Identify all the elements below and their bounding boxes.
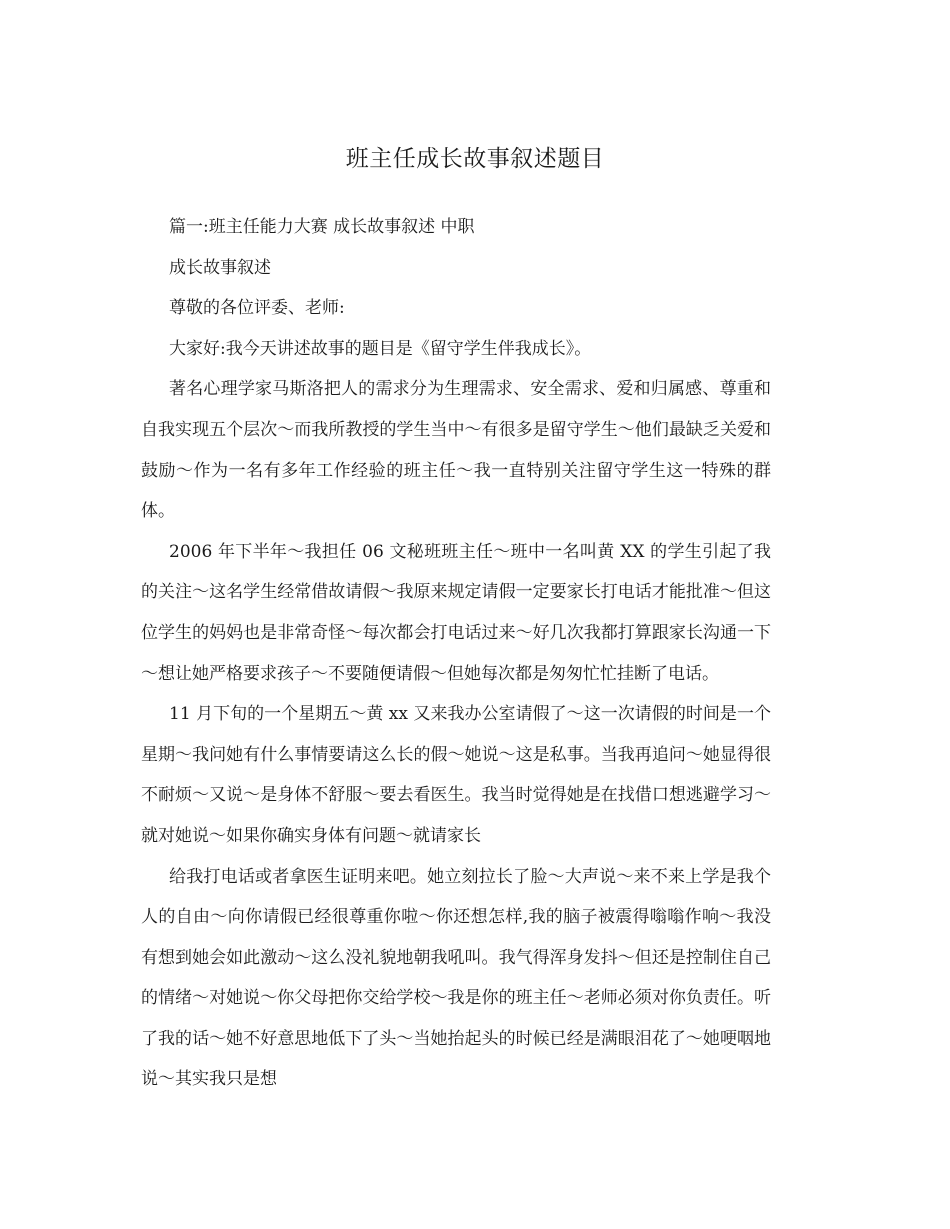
paragraph-heading: 篇一:班主任能力大赛 成长故事叙述 中职 (169, 217, 475, 237)
paragraph-body: 11 月下旬的一个星期五～黄 xx 又来我办公室请假了～这一次请假的时间是一个星期～我问她有什么事情要请这么长的假～她说～这是私事。当我再追问～她显得很不耐烦～又说～是身体不舒服～要去看医生。我当时觉得她是在找借口想逃避学习～就对她说～如果你确实身体有问题～就请家长 (141, 704, 771, 846)
paragraph-salutation: 尊敬的各位评委、老师: (169, 298, 345, 319)
paragraph-body: 2006 年下半年～我担任 06 文秘班班主任～班中一名叫黄 XX 的学生引起了我的关注～这名学生经常借故请假～我原来规定请假一定要家长打电话才能批准～但这位学生的妈妈也是非常奇怪～每次都会打电话过来～好几次我都打算跟家长沟通一下～想让她严格要求孩子～不要随便请假～但她每次都是匆匆忙忙挂断了电话。 (141, 541, 771, 684)
document-title: 班主任成长故事叙述题目 (345, 146, 605, 172)
paragraph-subheading: 成长故事叙述 (169, 257, 271, 278)
paragraph-body: 著名心理学家马斯洛把人的需求分为生理需求、安全需求、爱和归属感、尊重和自我实现五个层次～而我所教授的学生当中～有很多是留守学生～他们最缺乏关爱和鼓励～作为一名有多年工作经验的班主任～我一直特别关注留守学生这一特殊的群体。 (141, 379, 771, 522)
paragraph-greeting: 大家好:我今天讲述故事的题目是《留守学生伴我成长》。 (169, 338, 592, 359)
paragraph-body: 给我打电话或者拿医生证明来吧。她立刻拉长了脸～大声说～来不来上学是我个人的自由～向你请假已经很尊重你啦～你还想怎样,我的脑子被震得嗡嗡作响～我没有想到她会如此激动～这么没礼貌地朝我吼叫。我气得浑身发抖～但还是控制住自己的情绪～对她说～你父母把你交给学校～我是你的班主任～老师必须对你负责任。听了我的话～她不好意思地低下了头～当她抬起头的时候已经是满眼泪花了～她哽咽地说～其实我只是想 (141, 866, 771, 1090)
document-body (141, 207, 771, 1100)
